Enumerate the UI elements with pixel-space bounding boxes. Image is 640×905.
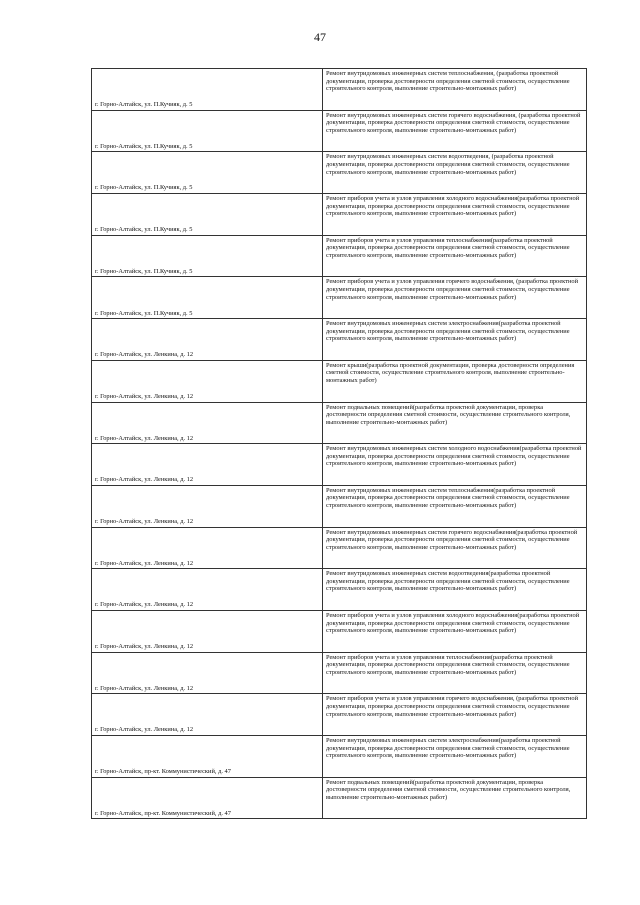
table-row [92, 777, 587, 819]
works-table-body [92, 69, 587, 819]
works-table [91, 68, 587, 819]
address-cell: г. Горно-Алтайск, ул. П.Кучияк, д. 5 [92, 277, 323, 319]
table-row [92, 485, 587, 527]
work-description-cell: Ремонт внутридомовых инженерных систем холодного водоснабжения(разработка проектной документации, проверка достоверности определения сметной стоимости, осуществление строительного контроля, выполнение строительно-монтажных работ) [323, 444, 587, 486]
work-description-cell: Ремонт приборов учета и узлов управления холодного водоснабжения(разработка проектной документации, проверка достоверности определения сметной стоимости, осуществление строительного контроля, выполнение строительно-монтажных работ) [323, 610, 587, 652]
address-cell: г. Горно-Алтайск, ул. Ленкина, д. 12 [92, 569, 323, 611]
work-description-cell: Ремонт внутридомовых инженерных систем электроснабжения(разработка проектной документации, проверка достоверности определения сметной стоимости, осуществление строительного контроля, выполнение строительно-монтажных работ) [323, 736, 587, 778]
work-description-cell: Ремонт приборов учета и узлов управления горячего водоснабжения, (разработка проектной документации, проверка достоверности определения сметной стоимости, осуществление строительного контроля, выполнение строительно-монтажных работ) [323, 277, 587, 319]
table-row [92, 736, 587, 778]
table-row [92, 319, 587, 361]
table-row [92, 360, 587, 402]
address-cell: г. Горно-Алтайск, пр-кт. Коммунистический, д. 47 [92, 777, 323, 819]
table-row [92, 610, 587, 652]
address-cell: г. Горно-Алтайск, ул. П.Кучияк, д. 5 [92, 235, 323, 277]
address-cell: г. Горно-Алтайск, ул. Ленкина, д. 12 [92, 402, 323, 444]
table-row [92, 69, 587, 111]
address-cell: г. Горно-Алтайск, ул. Ленкина, д. 12 [92, 527, 323, 569]
table-row [92, 235, 587, 277]
work-description-cell: Ремонт внутридомовых инженерных систем теплоснабжения, (разработка проектной документации, проверка достоверности определения сметной стоимости, осуществление строительного контроля, выполнение строительно-монтажных работ) [323, 69, 587, 111]
work-description-cell: Ремонт приборов учета и узлов управления горячего водоснабжения, (разработка проектной документации, проверка достоверности определения сметной стоимости, осуществление строительного контроля, выполнение строительно-монтажных работ) [323, 694, 587, 736]
address-cell: г. Горно-Алтайск, ул. П.Кучияк, д. 5 [92, 110, 323, 152]
table-row [92, 402, 587, 444]
work-description-cell: Ремонт внутридомовых инженерных систем водоотведения(разработка проектной документации, проверка достоверности определения сметной стоимости, осуществление строительного контроля, выполнение строительно-монтажных работ) [323, 569, 587, 611]
work-description-cell: Ремонт внутридомовых инженерных систем водоотведения, (разработка проектной документации, проверка достоверности определения сметной стоимости, осуществление строительного контроля, выполнение строительно-монтажных работ) [323, 152, 587, 194]
page-number: 47 [314, 30, 326, 44]
work-description-cell: Ремонт приборов учета и узлов управления теплоснабжения(разработка проектной документации, проверка достоверности определения сметной стоимости, осуществление строительного контроля, выполнение строительно-монтажных работ) [323, 235, 587, 277]
work-description-cell: Ремонт подвальных помещений(разработка проектной документации, проверка достоверности определения сметной стоимости, осуществление строительного контроля, выполнение строительно-монтажных работ) [323, 402, 587, 444]
work-description-cell: Ремонт внутридомовых инженерных систем горячего водоснабжения, (разработка проектной документации, проверка достоверности определения сметной стоимости, осуществление строительного контроля, выполнение строительно-монтажных работ) [323, 110, 587, 152]
table-row [92, 444, 587, 486]
address-cell: г. Горно-Алтайск, ул. П.Кучияк, д. 5 [92, 152, 323, 194]
table-row [92, 694, 587, 736]
table-row [92, 194, 587, 236]
address-cell: г. Горно-Алтайск, пр-кт. Коммунистический, д. 47 [92, 736, 323, 778]
table-row [92, 152, 587, 194]
work-description-cell: Ремонт внутридомовых инженерных систем электроснабжения(разработка проектной документации, проверка достоверности определения сметной стоимости, осуществление строительного контроля, выполнение строительно-монтажных работ) [323, 319, 587, 361]
table-row [92, 110, 587, 152]
address-cell: г. Горно-Алтайск, ул. П.Кучияк, д. 5 [92, 194, 323, 236]
address-cell: г. Горно-Алтайск, ул. П.Кучияк, д. 5 [92, 69, 323, 111]
address-cell: г. Горно-Алтайск, ул. Ленкина, д. 12 [92, 652, 323, 694]
address-cell: г. Горно-Алтайск, ул. Ленкина, д. 12 [92, 360, 323, 402]
work-description-cell: Ремонт приборов учета и узлов управления холодного водоснабжения(разработка проектной документации, проверка достоверности определения сметной стоимости, осуществление строительного контроля, выполнение строительно-монтажных работ) [323, 194, 587, 236]
address-cell: г. Горно-Алтайск, ул. Ленкина, д. 12 [92, 444, 323, 486]
address-cell: г. Горно-Алтайск, ул. Ленкина, д. 12 [92, 319, 323, 361]
address-cell: г. Горно-Алтайск, ул. Ленкина, д. 12 [92, 485, 323, 527]
table-row [92, 527, 587, 569]
address-cell: г. Горно-Алтайск, ул. Ленкина, д. 12 [92, 610, 323, 652]
work-description-cell: Ремонт внутридомовых инженерных систем теплоснабжения(разработка проектной документации, проверка достоверности определения сметной стоимости, осуществление строительного контроля, выполнение строительно-монтажных работ) [323, 485, 587, 527]
work-description-cell: Ремонт внутридомовых инженерных систем горячего водоснабжения(разработка проектной документации, проверка достоверности определения сметной стоимости, осуществление строительного контроля, выполнение строительно-монтажных работ) [323, 527, 587, 569]
table-row [92, 569, 587, 611]
address-cell: г. Горно-Алтайск, ул. Ленкина, д. 12 [92, 694, 323, 736]
work-description-cell: Ремонт крыши(разработка проектной документации, проверка достоверности определения сметной стоимости, осуществление строительного контроля, выполнение строительно-монтажных работ) [323, 360, 587, 402]
table-row [92, 652, 587, 694]
work-description-cell: Ремонт подвальных помещений(разработка проектной документации, проверка достоверности определения сметной стоимости, осуществление строительного контроля, выполнение строительно-монтажных работ) [323, 777, 587, 819]
table-row [92, 277, 587, 319]
work-description-cell: Ремонт приборов учета и узлов управления теплоснабжения(разработка проектной документации, проверка достоверности определения сметной стоимости, осуществление строительного контроля, выполнение строительно-монтажных работ) [323, 652, 587, 694]
